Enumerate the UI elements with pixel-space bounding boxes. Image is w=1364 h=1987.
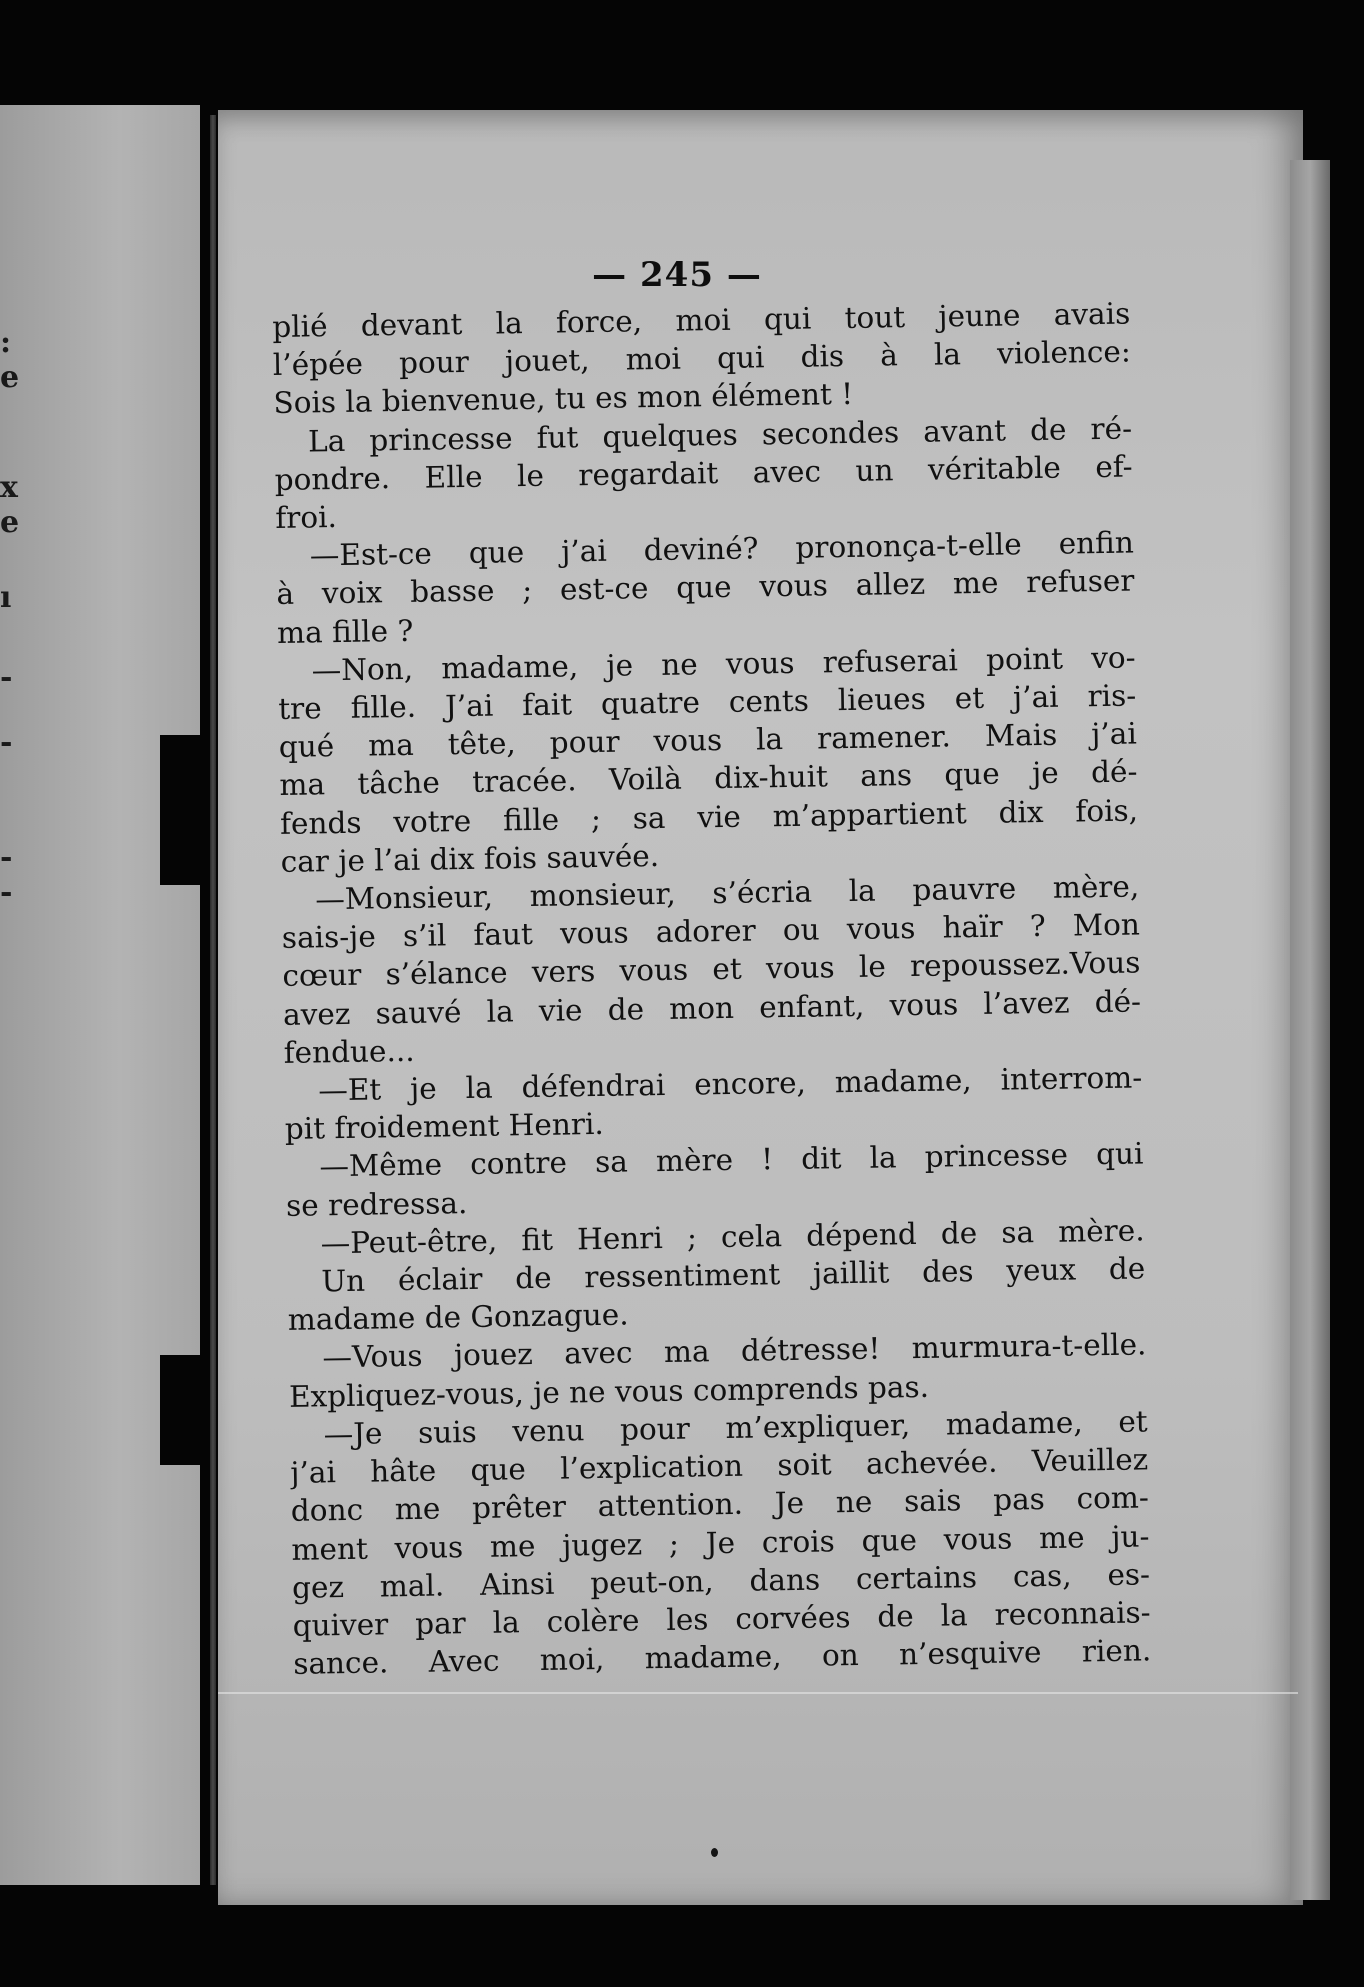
- margin-char: -: [0, 875, 13, 910]
- text-line: gez mal. Ainsi peut-on, dans certains cas, es-: [291, 1557, 1151, 1605]
- text-line: cœur s’élance vers vous et vous le repoussez.Vous: [282, 945, 1141, 994]
- text-line: —Je suis venu pour m’expliquer, madame, et: [323, 1404, 1148, 1452]
- text-line: se redressa.: [285, 1185, 468, 1223]
- previous-page-fragment: [0, 105, 200, 1885]
- text-line: —Et je la défendrai encore, madame, interrom-: [318, 1060, 1143, 1108]
- text-line: —Peut-être, fit Henri ; cela dépend de sa mère.: [320, 1213, 1145, 1261]
- text-line: madame de Gonzague.: [287, 1297, 629, 1338]
- text-line: donc me prêter attention. Je ne sais pas com-: [290, 1480, 1150, 1529]
- text-line: Sois la bienvenue, tu es mon élément !: [273, 377, 854, 421]
- text-line: Expliquez-vous, je ne vous comprends pas.: [288, 1369, 930, 1414]
- text-line: sance. Avec moi, madame, on n’esquive rien.: [293, 1633, 1152, 1681]
- text-line: fends votre fille ; sa vie m’appartient dix fois,: [279, 793, 1139, 841]
- text-line: l’épée pour jouet, moi qui dis à la violence:: [272, 334, 1132, 383]
- page-number: [0, 255, 1364, 295]
- margin-char: -: [0, 840, 13, 875]
- text-line: tre fille. J’ai fait quatre cents lieues et j’ai ris-: [278, 678, 1137, 726]
- text-line: ment vous me jugez ; Je crois que vous me ju-: [291, 1518, 1150, 1567]
- text-line: —Vous jouez avec ma détresse! murmura-t-elle.: [322, 1327, 1147, 1375]
- margin-char: -: [0, 725, 13, 760]
- margin-char: -: [0, 660, 13, 695]
- text-line: car je l’ai dix fois sauvée.: [280, 838, 660, 879]
- page-number-text: — 245 —: [592, 255, 762, 295]
- text-line: —Même contre sa mère ! dit la princesse qui: [319, 1136, 1144, 1184]
- text-line: pit froidement Henri.: [284, 1107, 605, 1147]
- margin-char: ı: [0, 580, 12, 615]
- text-line: avez sauvé la vie de mon enfant, vous l’avez dé-: [282, 984, 1142, 1032]
- text-line: qué ma tête, pour vous la ramener. Mais j’ai: [278, 716, 1138, 765]
- margin-char: x: [0, 470, 18, 505]
- text-line: quiver par la colère les corvées de la reconnais-: [292, 1595, 1151, 1643]
- text-line: Un éclair de ressentiment jaillit des yeux de: [321, 1251, 1146, 1299]
- torn-edge: [160, 735, 200, 885]
- margin-char: e: [0, 505, 20, 540]
- text-line: ma tâche tracée. Voilà dix-huit ans que je dé-: [279, 754, 1138, 803]
- text-line: plié devant la force, moi qui tout jeune avais: [272, 296, 1131, 344]
- body-text: [272, 295, 1151, 1684]
- margin-char: e: [0, 360, 20, 395]
- text-line: j’ai hâte que l’explication soit achevée. Veuillez: [290, 1442, 1149, 1490]
- scan-scratch: [218, 1692, 1298, 1694]
- margin-char: :: [0, 325, 12, 360]
- text-line: froi.: [275, 500, 338, 535]
- text-line: —Non, madame, je ne vous refuserai point vo-: [311, 640, 1136, 688]
- page-stack-edge: [1290, 160, 1330, 1900]
- text-line: La princesse fut quelques secondes avant de ré-: [307, 411, 1133, 459]
- text-line: sais-je s’il faut vous adorer ou vous haïr ? Mon: [281, 907, 1141, 956]
- ink-speck: [711, 1848, 718, 1857]
- text-line: —Est-ce que j’ai deviné? prononça-t-elle enfin: [309, 525, 1135, 573]
- text-line: pondre. Elle le regardait avec un véritable ef-: [274, 449, 1133, 497]
- torn-edge: [160, 1355, 200, 1465]
- binding-gutter: [210, 115, 216, 1885]
- text-line: à voix basse ; est-ce que vous allez me refuser: [276, 563, 1135, 612]
- text-line: fendue...: [283, 1033, 415, 1070]
- text-line: ma fille ?: [276, 613, 414, 650]
- text-line: —Monsieur, monsieur, s’écria la pauvre mère,: [315, 869, 1140, 917]
